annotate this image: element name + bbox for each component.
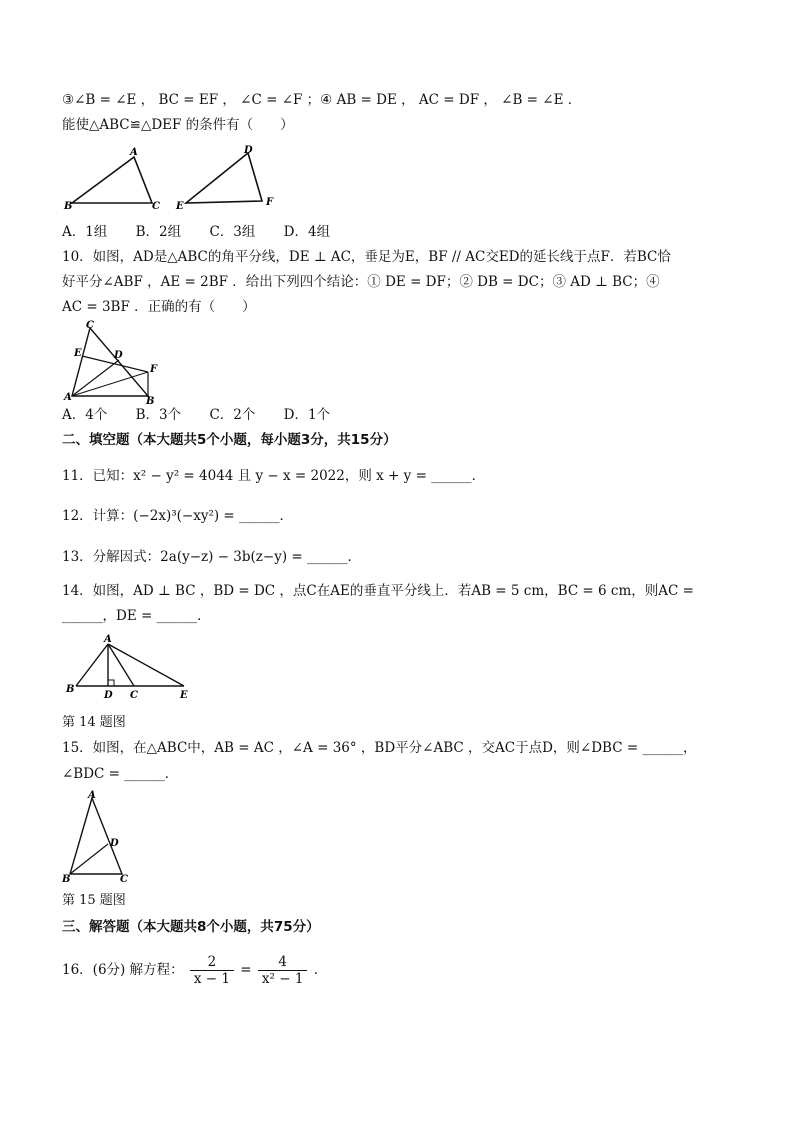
q16-frac2-numerator: 4 — [258, 954, 308, 971]
q9-option-c: C．3组 — [209, 224, 256, 240]
q15-label-a: A — [88, 790, 96, 801]
q10-option-c: C．2个 — [209, 407, 256, 423]
q9-option-a: A．1组 — [62, 224, 108, 240]
q10-label-f: F — [150, 364, 158, 375]
q14-label-c: C — [130, 690, 138, 701]
q10-label-b: B — [146, 396, 155, 405]
q10-option-a: A．4个 — [62, 407, 108, 423]
q9-label-e: E — [176, 201, 184, 212]
q10-option-b: B．3个 — [135, 407, 182, 423]
q15-figure — [62, 790, 132, 885]
q9-option-d: D．4组 — [283, 224, 331, 240]
q15-label-b: B — [62, 874, 71, 885]
q16-frac1-numerator: 2 — [190, 954, 234, 971]
q10-line-1: 10．如图，AD是△ABC的角平分线，DE ⊥ AC，垂足为E，BF // AC交ED的延长线于点F．若BC恰 — [62, 249, 671, 265]
q15-caption: 第 15 题图 — [62, 893, 126, 908]
q15-label-d: D — [110, 838, 119, 849]
q14-label-e: E — [180, 690, 188, 701]
q14-caption: 第 14 题图 — [62, 715, 126, 730]
section-2-heading: 二、填空题（本大题共5个小题，每小题3分，共15分） — [62, 432, 397, 448]
q14-label-a: A — [104, 634, 112, 645]
q14-line-1: 14．如图，AD ⊥ BC ，BD = DC ，点C在AE的垂直平分线上．若AB = 5 cm，BC = 6 cm，则AC = — [62, 583, 694, 599]
q10-label-d: D — [114, 350, 123, 361]
q15-label-c: C — [120, 874, 128, 885]
q16-equation — [62, 950, 327, 990]
q13-text: 13．分解因式：2a(y−z) − 3b(z−y) = ______． — [62, 549, 362, 565]
q9-question-line: 能使△ABC≌△DEF 的条件有（ ） — [62, 117, 294, 133]
q16-frac2-denominator: x² − 1 — [261, 971, 304, 987]
q9-label-d: D — [244, 145, 253, 156]
q9-label-c: C — [152, 201, 160, 212]
q10-label-e: E — [74, 348, 82, 359]
section-3-heading: 三、解答题（本大题共8个小题，共75分） — [62, 919, 320, 935]
q16-prefix: 16．(6分) 解方程： — [62, 962, 184, 978]
q15-line-1: 15．如图，在△ABC中，AB = AC ，∠A = 36° ，BD平分∠ABC ，交AC于点D，则∠DBC = ______， — [62, 740, 697, 756]
q15-line-2: ∠BDC = ______． — [62, 766, 179, 782]
q14-figure — [62, 632, 202, 704]
q9-label-b: B — [64, 201, 73, 212]
q9-label-f: F — [266, 197, 274, 208]
q16-suffix: ． — [313, 962, 328, 978]
q10-option-d: D．1个 — [283, 407, 331, 423]
q10-line-3: AC = 3BF ．正确的有（ ） — [62, 299, 256, 315]
q10-figure — [62, 320, 162, 405]
q10-line-2: 好平分∠ABF ，AE = 2BF ．给出下列四个结论：① DE = DF；② DB = DC；③ AD ⊥ BC；④ — [62, 274, 660, 290]
q11-text: 11．已知：x² − y² = 4044 且 y − x = 2022，则 x + y = ______． — [62, 468, 486, 484]
q9-triangles-figure — [62, 145, 292, 215]
q16-equals: = — [240, 962, 252, 978]
q9-label-a: A — [130, 147, 138, 158]
q16-fraction-left — [190, 954, 234, 987]
q12-text: 12．计算：(−2x)³(−xy²) = ______． — [62, 508, 294, 524]
q9-options — [62, 222, 354, 242]
q14-line-2: ______，DE = ______． — [62, 608, 211, 624]
q10-label-c: C — [86, 320, 94, 331]
q9-option-b: B．2组 — [135, 224, 182, 240]
q9-condition-line: ③∠B = ∠E ， BC = EF ， ∠C = ∠F ；④ AB = DE ， AC = DF ， ∠B = ∠E ． — [62, 92, 582, 108]
q10-options — [62, 405, 354, 425]
q14-label-b: B — [66, 684, 75, 695]
q10-label-a: A — [64, 392, 72, 403]
q16-frac1-denominator: x − 1 — [193, 971, 230, 987]
q16-fraction-right — [258, 954, 308, 987]
q14-label-d: D — [104, 690, 113, 701]
